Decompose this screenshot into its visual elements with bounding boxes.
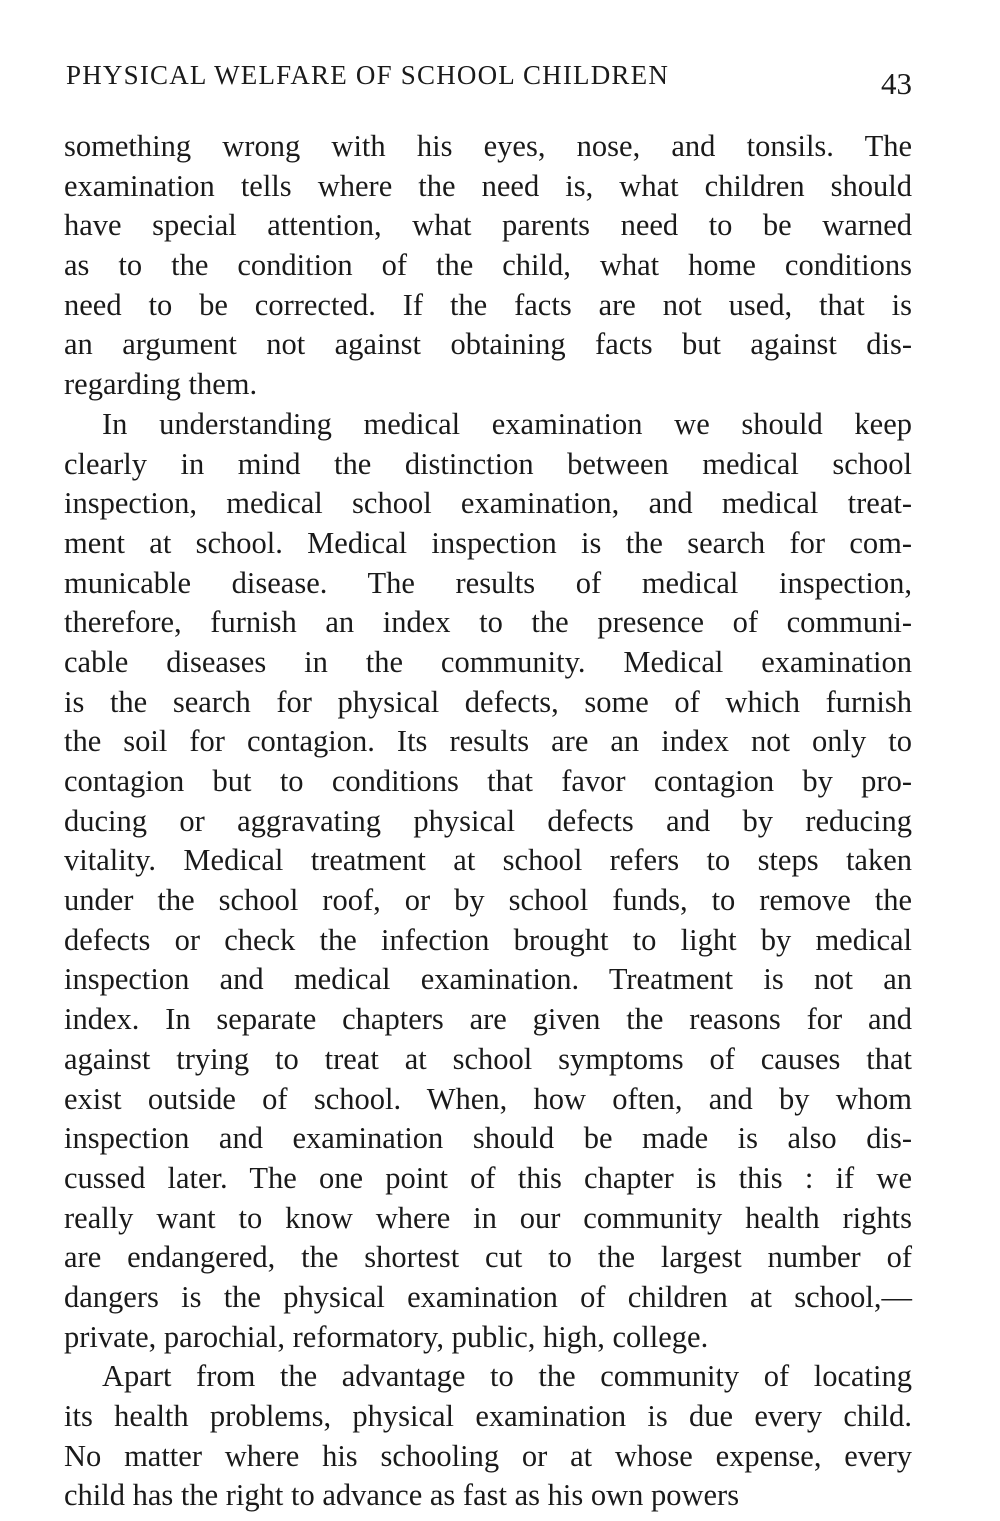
- text-line: need to be corrected. If the facts are not used, that is: [64, 287, 912, 322]
- text-line: clearly in mind the distinction between medical school: [64, 446, 912, 481]
- paragraph: [64, 405, 912, 1358]
- page-number: 43: [881, 66, 912, 101]
- text-line: exist outside of school. When, how often, and by whom: [64, 1081, 912, 1116]
- text-line: really want to know where in our community health rights: [64, 1200, 912, 1235]
- running-head: [66, 60, 912, 100]
- text-line: its health problems, physical examination is due every child.: [64, 1399, 912, 1433]
- text-line: therefore, furnish an index to the presence of communi-: [64, 605, 912, 640]
- paragraph: [64, 1357, 912, 1516]
- text-line: cable diseases in the community. Medical examination: [64, 644, 912, 679]
- text-line: ducing or aggravating physical defects and by reducing: [64, 803, 912, 838]
- text-line: under the school roof, or by school funds, to remove the: [64, 883, 912, 918]
- text-line: municable disease. The results of medical inspection,: [64, 565, 912, 600]
- text-line: No matter where his schooling or at whose expense, every: [64, 1438, 912, 1473]
- text-line: vitality. Medical treatment at school refers to steps taken: [64, 843, 912, 878]
- text-line: the soil for contagion. Its results are an index not only to: [64, 724, 912, 759]
- text-line: something wrong with his eyes, nose, and tonsils. The: [64, 129, 912, 163]
- text-line: ment at school. Medical inspection is the search for com-: [64, 525, 912, 560]
- text-line: have special attention, what parents need to be warned: [64, 208, 912, 243]
- text-line: as to the condition of the child, what home conditions: [64, 248, 912, 283]
- body-text: [64, 127, 912, 1516]
- text-line: index. In separate chapters are given the reasons for and: [64, 1002, 912, 1037]
- text-line: cussed later. The one point of this chapter is this : if we: [64, 1160, 912, 1195]
- text-line: inspection, medical school examination, and medical treat-: [64, 486, 912, 521]
- text-line: regarding them.: [64, 367, 258, 402]
- text-line: against trying to treat at school symptoms of causes that: [64, 1041, 912, 1076]
- text-line: dangers is the physical examination of children at school,—: [64, 1279, 912, 1314]
- text-line: is the search for physical defects, some of which furnish: [64, 684, 912, 719]
- text-line: are endangered, the shortest cut to the largest number of: [64, 1240, 912, 1275]
- text-line: In understanding medical examination we should keep: [102, 406, 912, 441]
- text-line: Apart from the advantage to the community of locating: [102, 1359, 912, 1394]
- text-line: private, parochial, reformatory, public, high, college.: [64, 1319, 709, 1354]
- text-line: child has the right to advance as fast as his own powers: [64, 1478, 740, 1513]
- text-line: examination tells where the need is, what children should: [64, 168, 912, 203]
- text-line: contagion but to conditions that favor contagion by pro-: [64, 764, 912, 798]
- text-line: inspection and examination should be made is also dis-: [64, 1121, 912, 1156]
- text-line: defects or check the infection brought to light by medical: [64, 922, 912, 957]
- text-line: inspection and medical examination. Treatment is not an: [64, 962, 912, 997]
- paragraph: [64, 127, 912, 405]
- text-line: an argument not against obtaining facts but against dis-: [64, 327, 912, 362]
- running-title: PHYSICAL WELFARE OF SCHOOL CHILDREN: [66, 60, 670, 90]
